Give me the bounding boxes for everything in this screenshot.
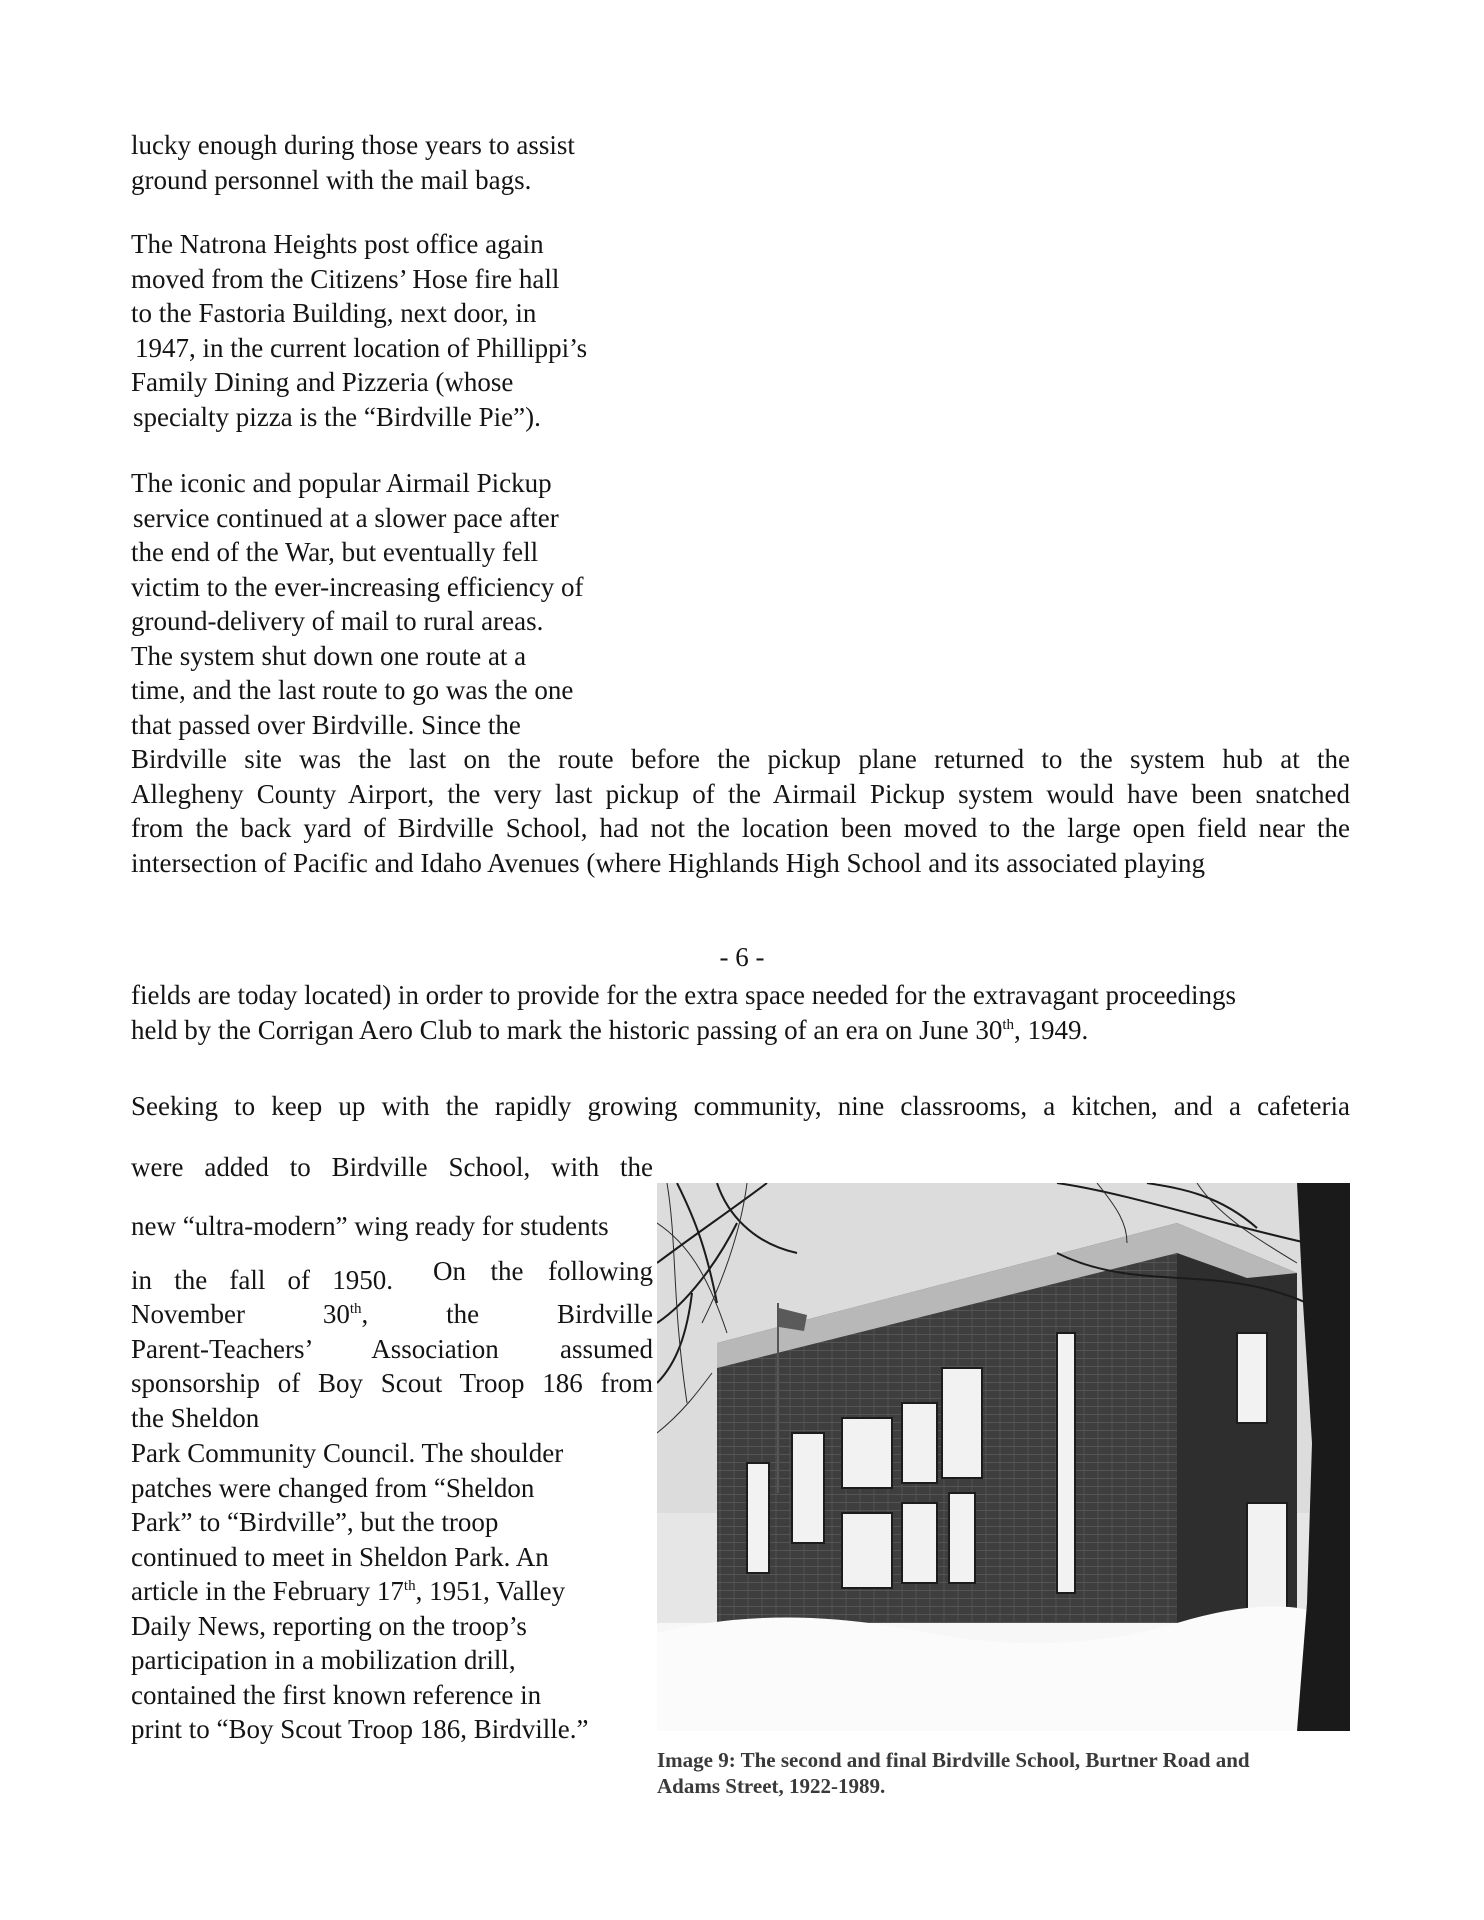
paragraph-following bbox=[433, 1254, 653, 1289]
text-line: time, and the last route to go was the one bbox=[131, 675, 574, 705]
text-line: patches were changed from “Sheldon bbox=[131, 1472, 535, 1503]
text-line: the Sheldon bbox=[131, 1402, 260, 1433]
text-line: participation in a mobilization drill, bbox=[131, 1645, 516, 1675]
paragraph-fall-1950 bbox=[131, 1263, 393, 1298]
text-line: from the back yard of Birdville School, had not the location been moved to the large open field near the bbox=[131, 813, 1350, 843]
text-line: The system shut down one route at a bbox=[131, 640, 527, 671]
text-line: to the Fastoria Building, next door, in bbox=[131, 298, 537, 328]
text-line: were added to Birdville School, with the bbox=[131, 1152, 653, 1182]
text-line: Seeking to keep up with the rapidly growing community, nine classrooms, a kitchen, and a cafeteria bbox=[131, 1091, 1350, 1121]
text-line: Parent-Teachers’ Association assumed bbox=[131, 1333, 653, 1364]
paragraph-mail-bags bbox=[131, 128, 575, 197]
text-line: Park Community Council. The shoulder bbox=[131, 1438, 564, 1468]
text-line: service continued at a slower pace after bbox=[133, 502, 559, 533]
text-line: that passed over Birdville. Since the bbox=[131, 709, 521, 740]
text-line: The Natrona Heights post office again bbox=[131, 229, 544, 259]
text-line: moved from the Citizens’ Hose fire hall bbox=[131, 263, 560, 294]
paragraph-new-wing bbox=[131, 1150, 653, 1185]
text-line: Daily News, reporting on the troop’s bbox=[131, 1610, 527, 1641]
text-line: November 30th, the Birdville bbox=[131, 1299, 653, 1329]
text-line: lucky enough during those years to assist bbox=[131, 130, 575, 160]
text-line: ground personnel with the mail bags. bbox=[131, 164, 532, 195]
text-line: the end of the War, but eventually fell bbox=[131, 537, 539, 567]
paragraph-airmail-pickup bbox=[131, 466, 1350, 880]
text-line: held by the Corrigan Aero Club to mark the historic passing of an era on June 30th, 1949. bbox=[131, 1014, 1089, 1045]
text-line: new “ultra-modern” wing ready for students bbox=[131, 1211, 609, 1241]
text-line: On the following bbox=[433, 1256, 653, 1286]
text-line: Park” to “Birdville”, but the troop bbox=[131, 1507, 499, 1537]
text-line: continued to meet in Sheldon Park. An bbox=[131, 1541, 549, 1572]
text-line: Birdville site was the last on the route before the pickup plane returned to the system hub at the bbox=[131, 744, 1350, 774]
text-line: fields are today located) in order to provide for the extra space needed for the extravagant proceedings bbox=[131, 980, 1237, 1010]
paragraph-scout-troop bbox=[131, 1436, 589, 1747]
text-line: article in the February 17th, 1951, Valley bbox=[131, 1576, 566, 1606]
text-line: Family Dining and Pizzeria (whose bbox=[131, 367, 514, 397]
school-photo bbox=[657, 1183, 1350, 1731]
text-line: victim to the ever-increasing efficiency of bbox=[131, 571, 584, 602]
paragraph-expansion-intro bbox=[131, 1089, 1350, 1124]
text-line: print to “Boy Scout Troop 186, Birdville.” bbox=[131, 1714, 589, 1744]
paragraph-post-office bbox=[131, 227, 587, 434]
text-line: specialty pizza is the “Birdville Pie”). bbox=[133, 401, 541, 432]
text-line: sponsorship of Boy Scout Troop 186 from bbox=[131, 1368, 653, 1398]
text-line: intersection of Pacific and Idaho Avenues (where Highlands High School and its associated playing bbox=[131, 847, 1205, 878]
text-line: contained the first known reference in bbox=[131, 1679, 542, 1710]
paragraph-new-wing-2 bbox=[131, 1209, 653, 1244]
paragraph-pta-sponsorship bbox=[131, 1297, 653, 1435]
paragraph-aero-club bbox=[131, 978, 1236, 1047]
page-number: - 6 - bbox=[719, 942, 765, 972]
school-building-image bbox=[657, 1183, 1350, 1731]
caption-line: Image 9: The second and final Birdville School, Burtner Road and bbox=[657, 1748, 1250, 1772]
caption-line: Adams Street, 1922-1989. bbox=[657, 1774, 886, 1798]
photo-caption bbox=[657, 1747, 1350, 1799]
text-line: The iconic and popular Airmail Pickup bbox=[131, 468, 552, 498]
text-line: in the fall of 1950. bbox=[131, 1265, 393, 1295]
text-line: Allegheny County Airport, the very last pickup of the Airmail Pickup system would have been snatched bbox=[131, 778, 1350, 809]
text-line: ground-delivery of mail to rural areas. bbox=[131, 606, 544, 636]
text-line: 1947, in the current location of Phillippi’s bbox=[135, 332, 588, 363]
